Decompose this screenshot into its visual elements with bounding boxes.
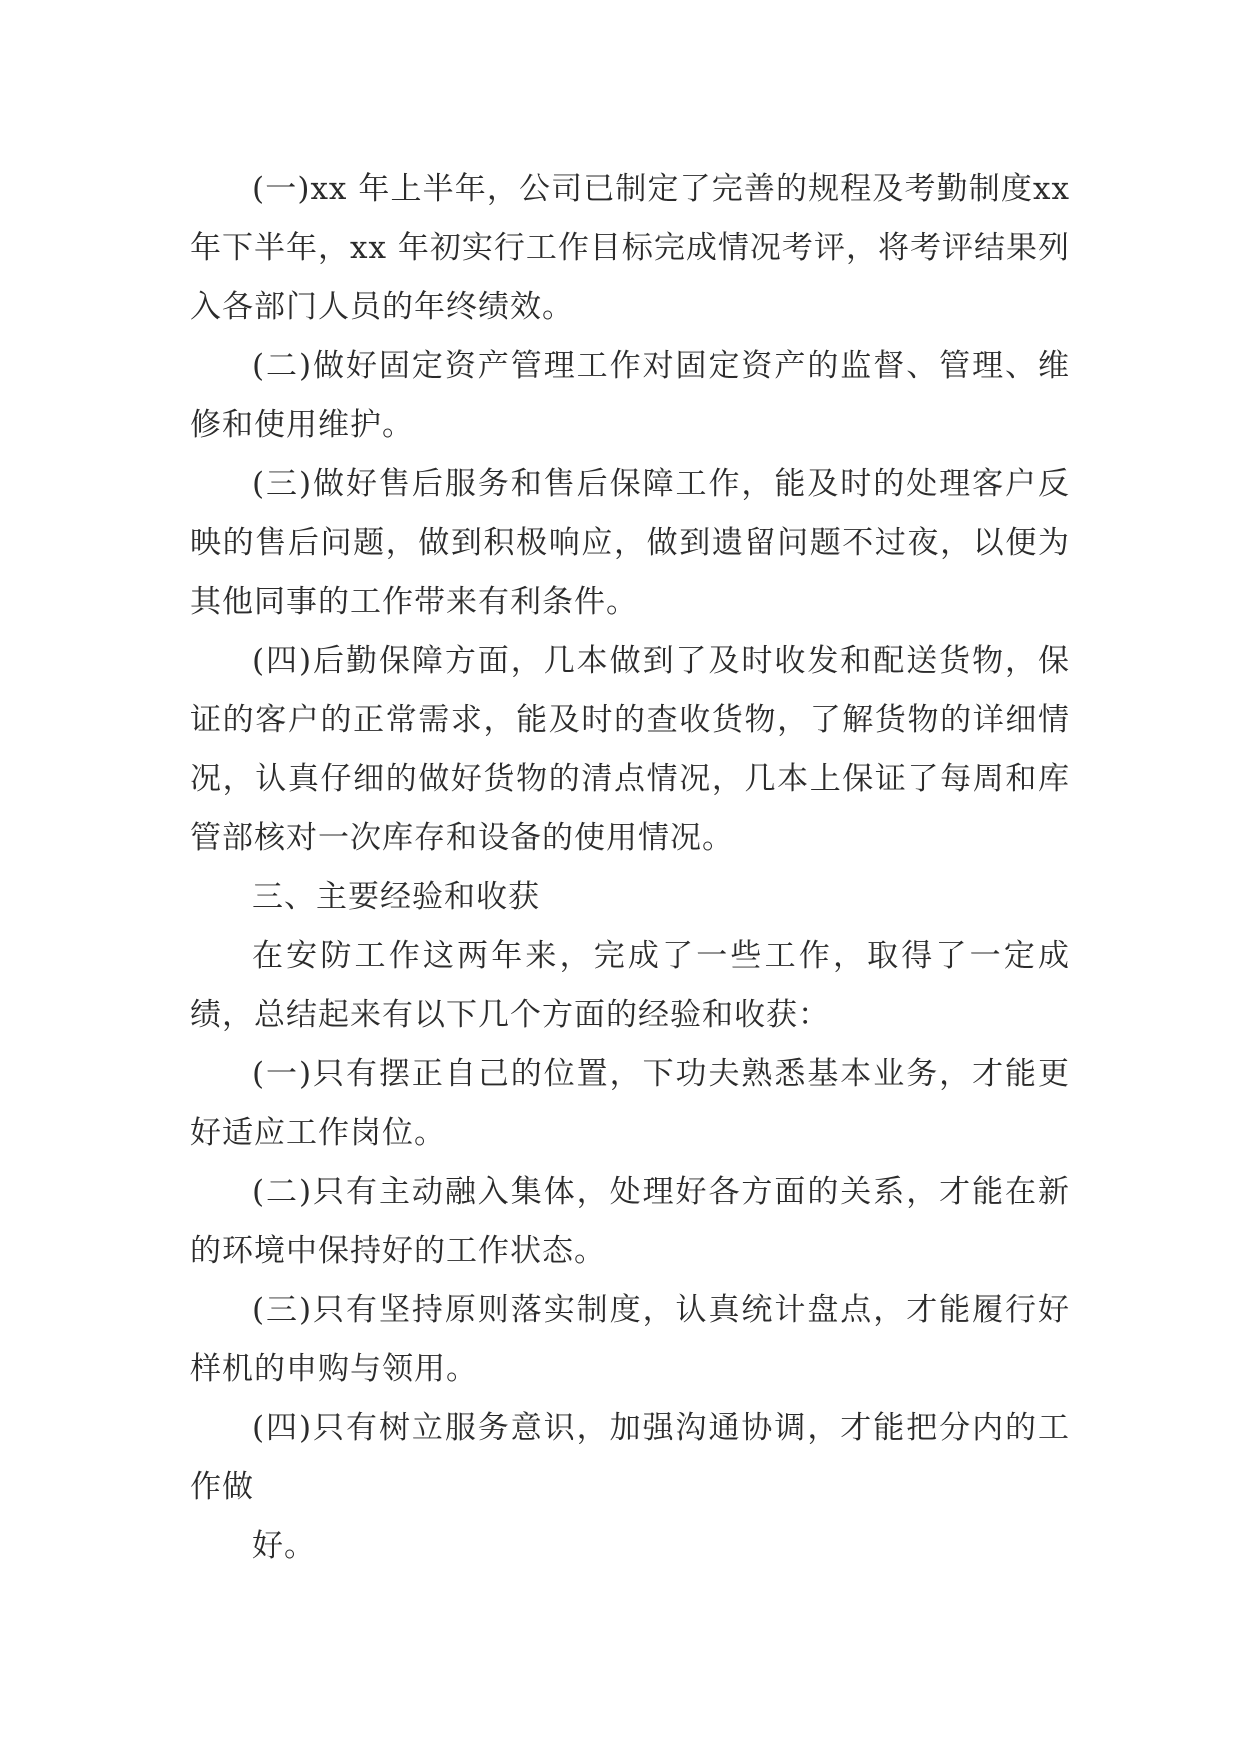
paragraph-attendance-system: (一)xx 年上半年，公司已制定了完善的规程及考勤制度xx 年下半年，xx 年初实行工作目标完成情况考评，将考评结果列入各部门人员的年终绩效。	[190, 171, 1070, 325]
paragraph-experience-three: (三)只有坚持原则落实制度，认真统计盘点，才能履行好样机的申购与领用。	[190, 1292, 1070, 1387]
paragraph-experience-intro: 在安防工作这两年来，完成了一些工作，取得了一定成绩，总结起来有以下几个方面的经验和收获：	[190, 938, 1070, 1033]
document-body	[190, 160, 1070, 1576]
section-heading-experience: 三、主要经验和收获	[252, 879, 540, 915]
paragraph-fixed-assets: (二)做好固定资产管理工作对固定资产的监督、管理、维修和使用维护。	[190, 348, 1070, 443]
paragraph-experience-one: (一)只有摆正自己的位置，下功夫熟悉基本业务，才能更好适应工作岗位。	[190, 1056, 1070, 1151]
paragraph-logistics: (四)后勤保障方面，几本做到了及时收发和配送货物，保证的客户的正常需求，能及时的查收货物，了解货物的详细情况，认真仔细的做好货物的清点情况，几本上保证了每周和库管部核对一次库存和设备的使用情况。	[190, 643, 1070, 856]
trailing-line: 好。	[252, 1528, 316, 1564]
paragraph-after-sales: (三)做好售后服务和售后保障工作，能及时的处理客户反映的售后问题，做到积极响应，做到遗留问题不过夜，以便为其他同事的工作带来有利条件。	[190, 466, 1070, 620]
paragraph-experience-four: (四)只有树立服务意识，加强沟通协调，才能把分内的工作做	[190, 1410, 1070, 1505]
paragraph-experience-two: (二)只有主动融入集体，处理好各方面的关系，才能在新的环境中保持好的工作状态。	[190, 1174, 1070, 1269]
